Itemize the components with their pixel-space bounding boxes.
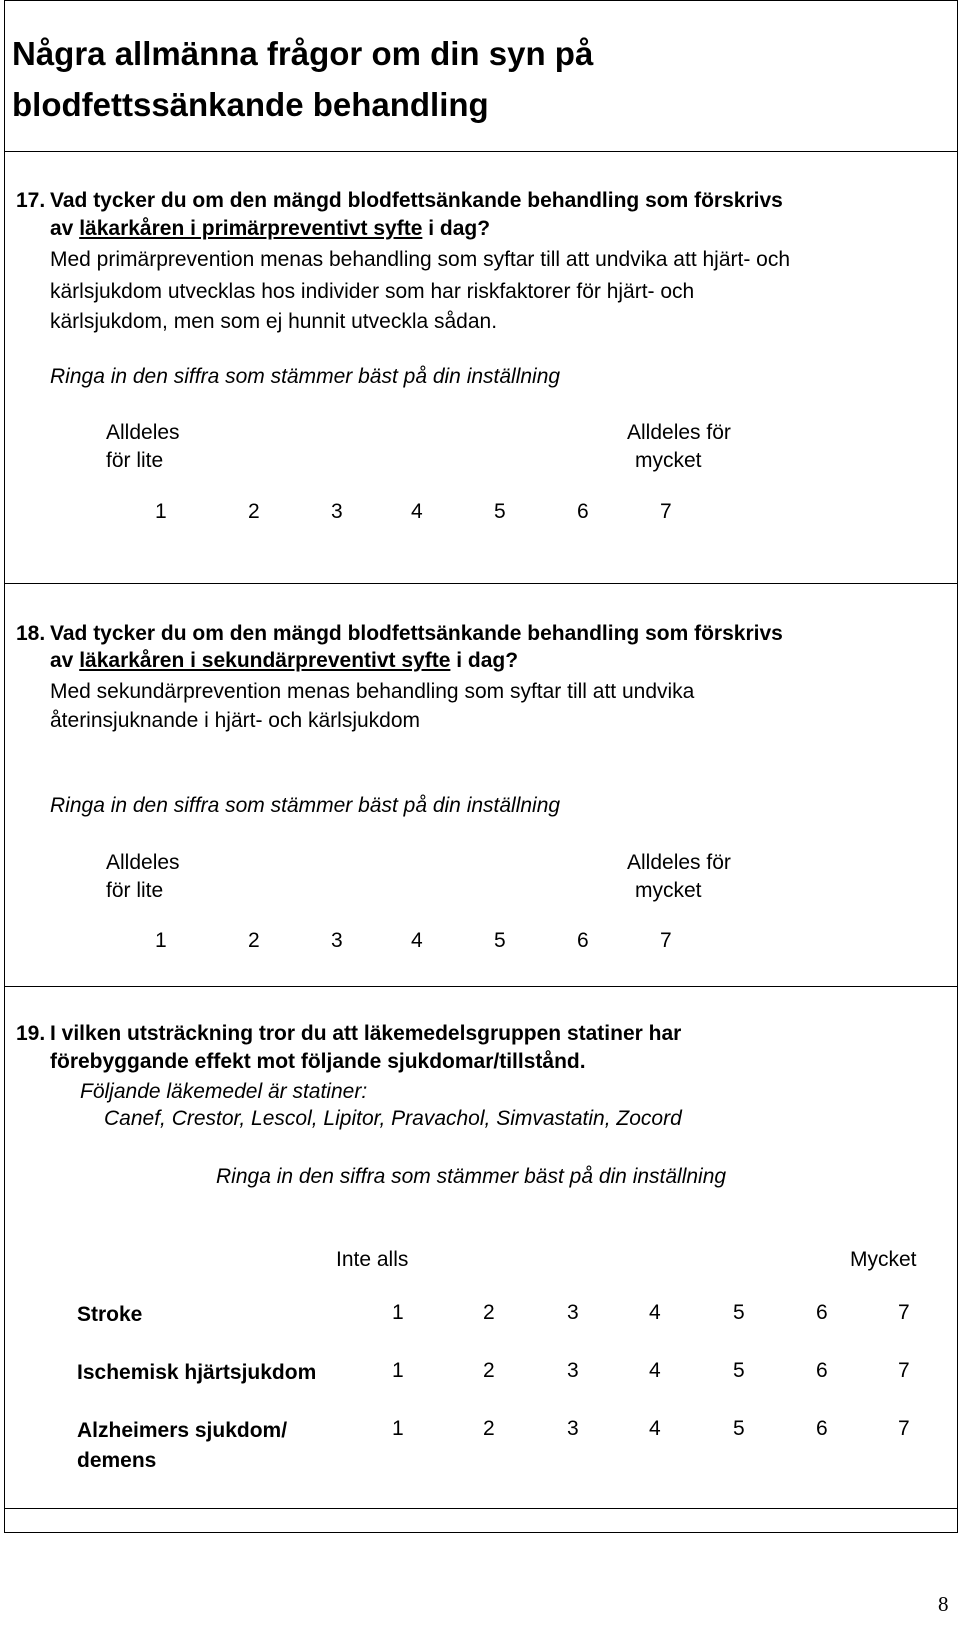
q19-row-alzheimers-label-2: demens (77, 1449, 157, 1472)
q18-right-label-2: mycket (635, 879, 702, 902)
q17-option-7[interactable]: 7 (660, 500, 672, 523)
q18-left-label-2: för lite (106, 879, 164, 902)
q18-option-2[interactable]: 2 (248, 929, 260, 952)
q19-statins-list: Canef, Crestor, Lescol, Lipitor, Pravachol, Simvastatin, Zocord (104, 1107, 682, 1130)
q19-alzheimers-option-2[interactable]: 2 (483, 1417, 495, 1440)
q18-left-label-1: Alldeles (106, 851, 180, 874)
q19-stroke-option-7[interactable]: 7 (898, 1301, 910, 1324)
q18-option-3[interactable]: 3 (331, 929, 343, 952)
q17-explain-line1: Med primärprevention menas behandling som syftar till att undvika att hjärt- och (50, 248, 791, 271)
divider-18-19 (4, 986, 958, 987)
q17-option-4[interactable]: 4 (411, 500, 423, 523)
q17-number: 17. (16, 189, 46, 212)
q19-alzheimers-option-1[interactable]: 1 (392, 1417, 404, 1440)
q18-instruction: Ringa in den siffra som stämmer bäst på din inställning (50, 794, 561, 817)
q19-stroke-option-1[interactable]: 1 (392, 1301, 404, 1324)
q17-instruction: Ringa in den siffra som stämmer bäst på din inställning (50, 365, 561, 388)
q19-stroke-option-6[interactable]: 6 (816, 1301, 828, 1324)
q19-ihd-option-7[interactable]: 7 (898, 1359, 910, 1382)
q18-line2-underlined: läkarkåren i sekundärpreventivt syfte (79, 649, 451, 672)
q19-row-alzheimers-label-1: Alzheimers sjukdom/ (77, 1419, 288, 1442)
q17-option-3[interactable]: 3 (331, 500, 343, 523)
q18-right-label-1: Alldeles för (627, 851, 731, 874)
q17-option-1[interactable]: 1 (155, 500, 167, 523)
q19-alzheimers-option-3[interactable]: 3 (567, 1417, 579, 1440)
divider-footer (4, 1508, 958, 1509)
q17-right-label-1: Alldeles för (627, 421, 731, 444)
q19-stroke-option-3[interactable]: 3 (567, 1301, 579, 1324)
q17-left-label-2: för lite (106, 449, 164, 472)
q19-stroke-option-2[interactable]: 2 (483, 1301, 495, 1324)
q18-question-line2 (50, 647, 518, 675)
q17-question-line2 (50, 215, 490, 243)
q19-question-line2: förebyggande effekt mot följande sjukdomar/tillstånd. (50, 1050, 586, 1073)
q17-line2-underlined: läkarkåren i primärpreventivt syfte (79, 217, 423, 240)
q19-alzheimers-option-4[interactable]: 4 (649, 1417, 661, 1440)
q19-ihd-option-4[interactable]: 4 (649, 1359, 661, 1382)
q19-instruction: Ringa in den siffra som stämmer bäst på din inställning (216, 1165, 727, 1188)
q19-row-ihd-scale (0, 1359, 960, 1389)
q19-alzheimers-option-5[interactable]: 5 (733, 1417, 745, 1440)
q19-ihd-option-1[interactable]: 1 (392, 1359, 404, 1382)
q18-line2-post: i dag? (450, 649, 519, 672)
page-title-line2: blodfettssänkande behandling (12, 86, 489, 123)
q17-option-2[interactable]: 2 (248, 500, 260, 523)
q19-stroke-option-5[interactable]: 5 (733, 1301, 745, 1324)
q18-question-line1: Vad tycker du om den mängd blodfettsänkande behandling som förskrivs (50, 622, 783, 645)
divider-17-18 (4, 583, 958, 584)
page-title-line1: Några allmänna frågor om din syn på (12, 35, 594, 72)
q19-right-label: Mycket (850, 1248, 917, 1271)
q18-line2-pre: av (50, 649, 80, 672)
q19-alzheimers-option-6[interactable]: 6 (816, 1417, 828, 1440)
q17-scale (0, 500, 960, 530)
q19-number: 19. (16, 1022, 46, 1045)
q17-line2-post: i dag? (422, 217, 491, 240)
title-box (4, 0, 958, 152)
page-number: 8 (938, 1592, 949, 1616)
q17-explain-line3: kärlsjukdom, men som ej hunnit utveckla sådan. (50, 310, 498, 333)
q17-option-5[interactable]: 5 (494, 500, 506, 523)
q19-alzheimers-option-7[interactable]: 7 (898, 1417, 910, 1440)
q17-question-line1: Vad tycker du om den mängd blodfettsänkande behandling som förskrivs (50, 189, 783, 212)
q19-question-line1: I vilken utsträckning tror du att läkemedelsgruppen statiner har (50, 1022, 682, 1045)
q18-explain-line1: Med sekundärprevention menas behandling som syftar till att undvika (50, 680, 695, 703)
q19-row-alzheimers-scale (0, 1417, 960, 1447)
q18-option-1[interactable]: 1 (155, 929, 167, 952)
q19-row-stroke-label: Stroke (77, 1303, 143, 1326)
q19-row-ihd-label: Ischemisk hjärtsjukdom (77, 1361, 317, 1384)
q19-stroke-option-4[interactable]: 4 (649, 1301, 661, 1324)
q19-left-label: Inte alls (336, 1248, 409, 1271)
q18-option-4[interactable]: 4 (411, 929, 423, 952)
q19-ihd-option-6[interactable]: 6 (816, 1359, 828, 1382)
q18-option-6[interactable]: 6 (577, 929, 589, 952)
q19-statins-intro: Följande läkemedel är statiner: (80, 1080, 368, 1103)
q19-ihd-option-2[interactable]: 2 (483, 1359, 495, 1382)
q18-explain-line2: återinsjuknande i hjärt- och kärlsjukdom (50, 709, 421, 732)
q17-explain-line2: kärlsjukdom utvecklas hos individer som har riskfaktorer för hjärt- och (50, 280, 695, 303)
q19-ihd-option-3[interactable]: 3 (567, 1359, 579, 1382)
q17-right-label-2: mycket (635, 449, 702, 472)
q19-ihd-option-5[interactable]: 5 (733, 1359, 745, 1382)
q17-option-6[interactable]: 6 (577, 500, 589, 523)
q19-row-stroke-scale (0, 1301, 960, 1331)
q18-option-7[interactable]: 7 (660, 929, 672, 952)
q17-left-label-1: Alldeles (106, 421, 180, 444)
q18-scale (0, 929, 960, 959)
q18-option-5[interactable]: 5 (494, 929, 506, 952)
q17-line2-pre: av (50, 217, 80, 240)
q18-number: 18. (16, 622, 46, 645)
